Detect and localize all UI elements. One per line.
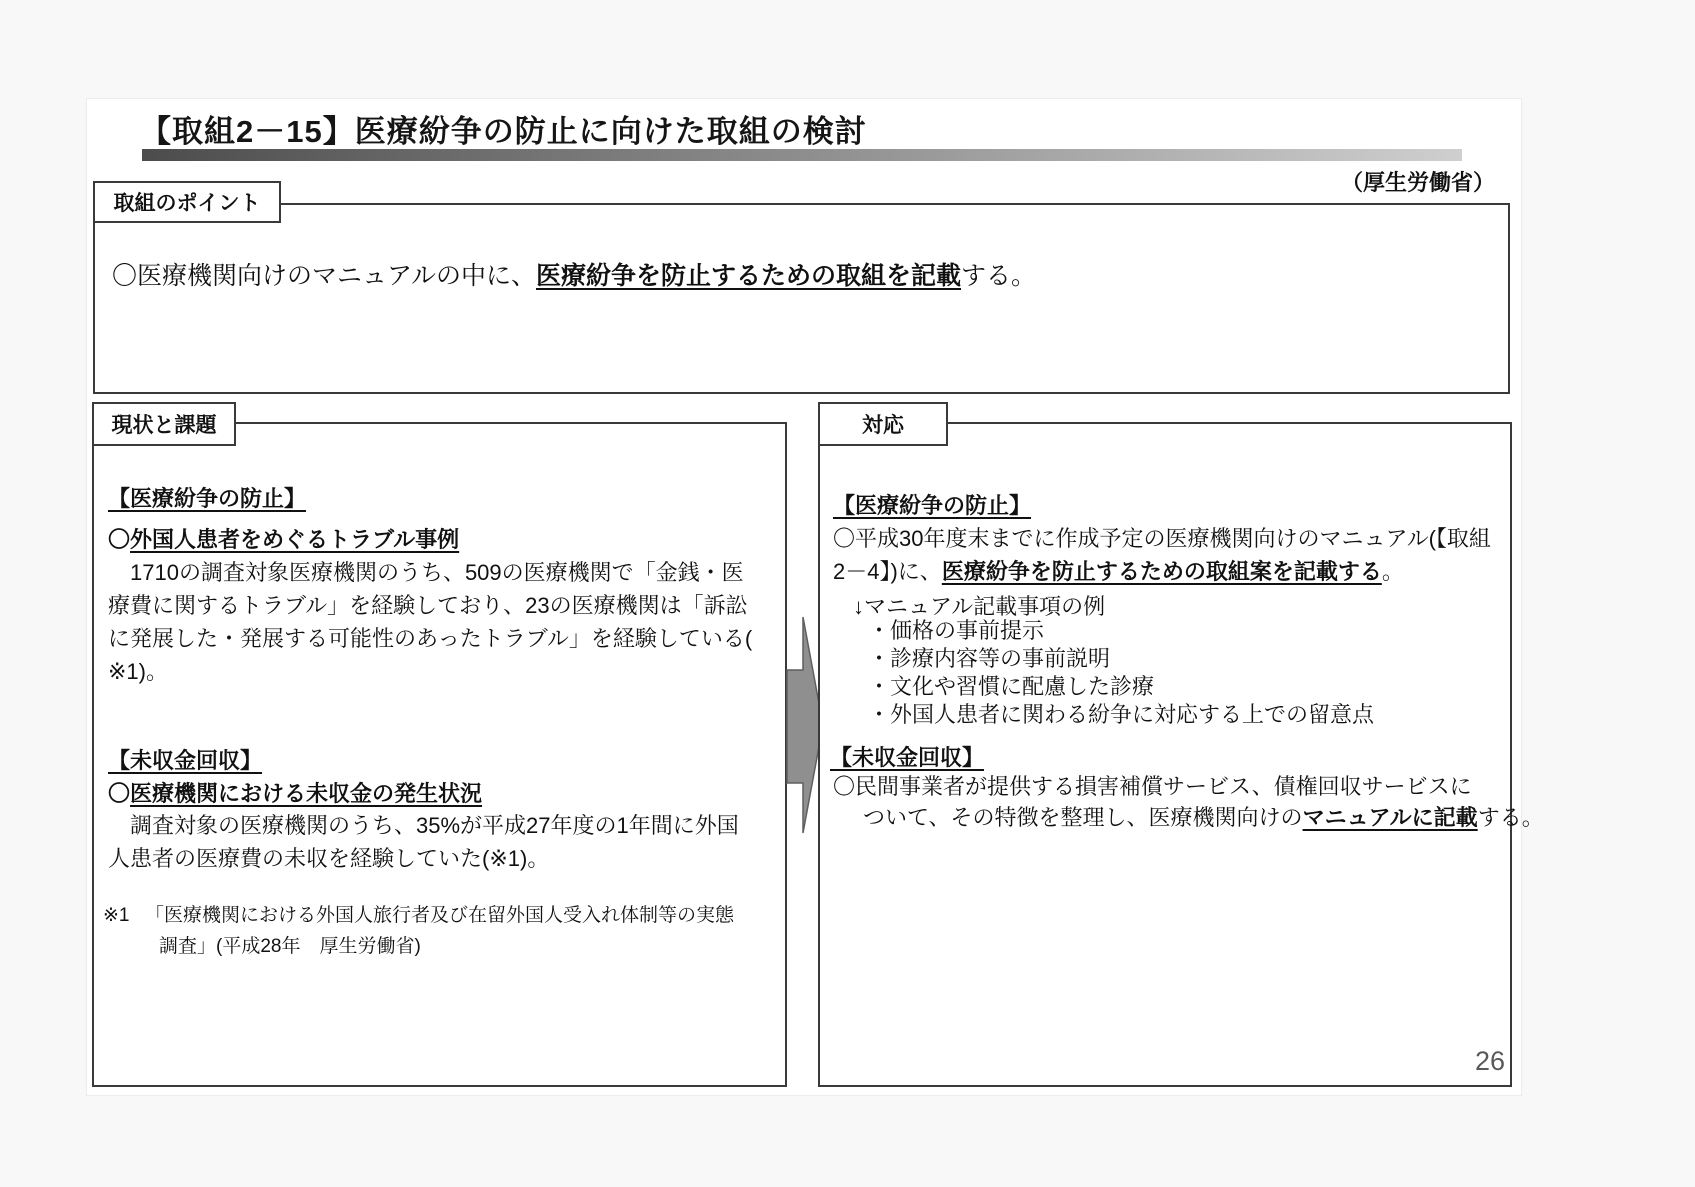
points-text-pre: 〇医療機関向けのマニュアルの中に、 [112, 262, 537, 290]
footnote-line2: 調査」(平成28年 厚生労働省) [159, 936, 421, 957]
manual-example-item: ・価格の事前提示 [868, 618, 1045, 643]
current-dispute-sub-marker: 〇 [108, 527, 131, 552]
current-dispute-heading: 【医療紛争の防止】 [108, 486, 307, 511]
manual-example-item: ・診療内容等の事前説明 [868, 646, 1111, 671]
current-dispute-sub-text: 外国人患者をめぐるトラブル事例 [130, 527, 460, 552]
footnote-marker: ※1 [103, 905, 130, 926]
points-text-underlined: 医療紛争を防止するための取組を記載 [536, 262, 962, 290]
current-collection-sub-marker: 〇 [108, 781, 131, 806]
manual-examples-list [868, 617, 1374, 729]
points-box [93, 203, 1510, 394]
response-collection-line1: 〇民間事業者が提供する損害補償サービス、債権回収サービスに [833, 774, 1472, 799]
response-dispute-item [833, 522, 1501, 588]
title-underline-bar [142, 149, 1462, 161]
response-dispute-item-post: 。 [1381, 559, 1404, 584]
page-title: 【取組2－15】医療紛争の防止に向けた取組の検討 [140, 114, 867, 149]
manual-example-item: ・外国人患者に関わる紛争に対応する上での留意点 [868, 702, 1375, 727]
response-collection-line2-post: する。 [1477, 805, 1544, 830]
page-number: 26 [1474, 1046, 1505, 1076]
response-dispute-heading: 【医療紛争の防止】 [833, 493, 1032, 518]
current-issues-box-label: 現状と課題 [92, 402, 236, 446]
response-collection-line2-underlined: マニュアルに記載 [1302, 805, 1478, 830]
points-box-label: 取組のポイント [93, 181, 281, 223]
response-collection-heading: 【未収金回収】 [830, 745, 985, 770]
response-dispute-item-underlined: 医療紛争を防止するための取組案を記載する [941, 559, 1382, 584]
points-text-post: する。 [961, 262, 1037, 290]
response-box-label: 対応 [818, 402, 948, 446]
current-collection-heading: 【未収金回収】 [108, 748, 263, 773]
current-dispute-subheading [108, 523, 459, 554]
manual-examples-header: ↓マニュアル記載事項の例 [853, 594, 1106, 619]
current-collection-sub-text: 医療機関における未収金の発生状況 [130, 781, 483, 806]
current-collection-subheading [108, 777, 482, 808]
footnote [103, 900, 763, 962]
current-dispute-body: 1710の調査対象医療機関のうち、509の医療機関で「金銭・医療費に関するトラブル」を経験しており、23の医療機関は「訴訟に発展した・発展する可能性のあったトラブル」を経験している(※1)。 [108, 560, 753, 684]
current-collection-body: 調査対象の医療機関のうち、35%が平成27年度の1年間に外国人患者の医療費の未収を経験していた(※1)。 [108, 813, 739, 871]
manual-example-item: ・文化や習慣に配慮した診療 [868, 674, 1155, 699]
response-collection-line2-pre: ついて、その特徴を整理し、医療機関向けの [863, 805, 1303, 830]
footnote-line1: 「医療機関における外国人旅行者及び在留外国人受入れ体制等の実態 [145, 905, 735, 926]
response-dispute-item-pre: 〇平成30年度末までに作成予定の医療機関向けのマニュアル(【取組2－4】)に、 [833, 526, 1491, 584]
response-collection-line2 [863, 801, 1544, 832]
points-text [112, 258, 1482, 294]
ministry-label: （厚生労働省） [1340, 170, 1495, 195]
